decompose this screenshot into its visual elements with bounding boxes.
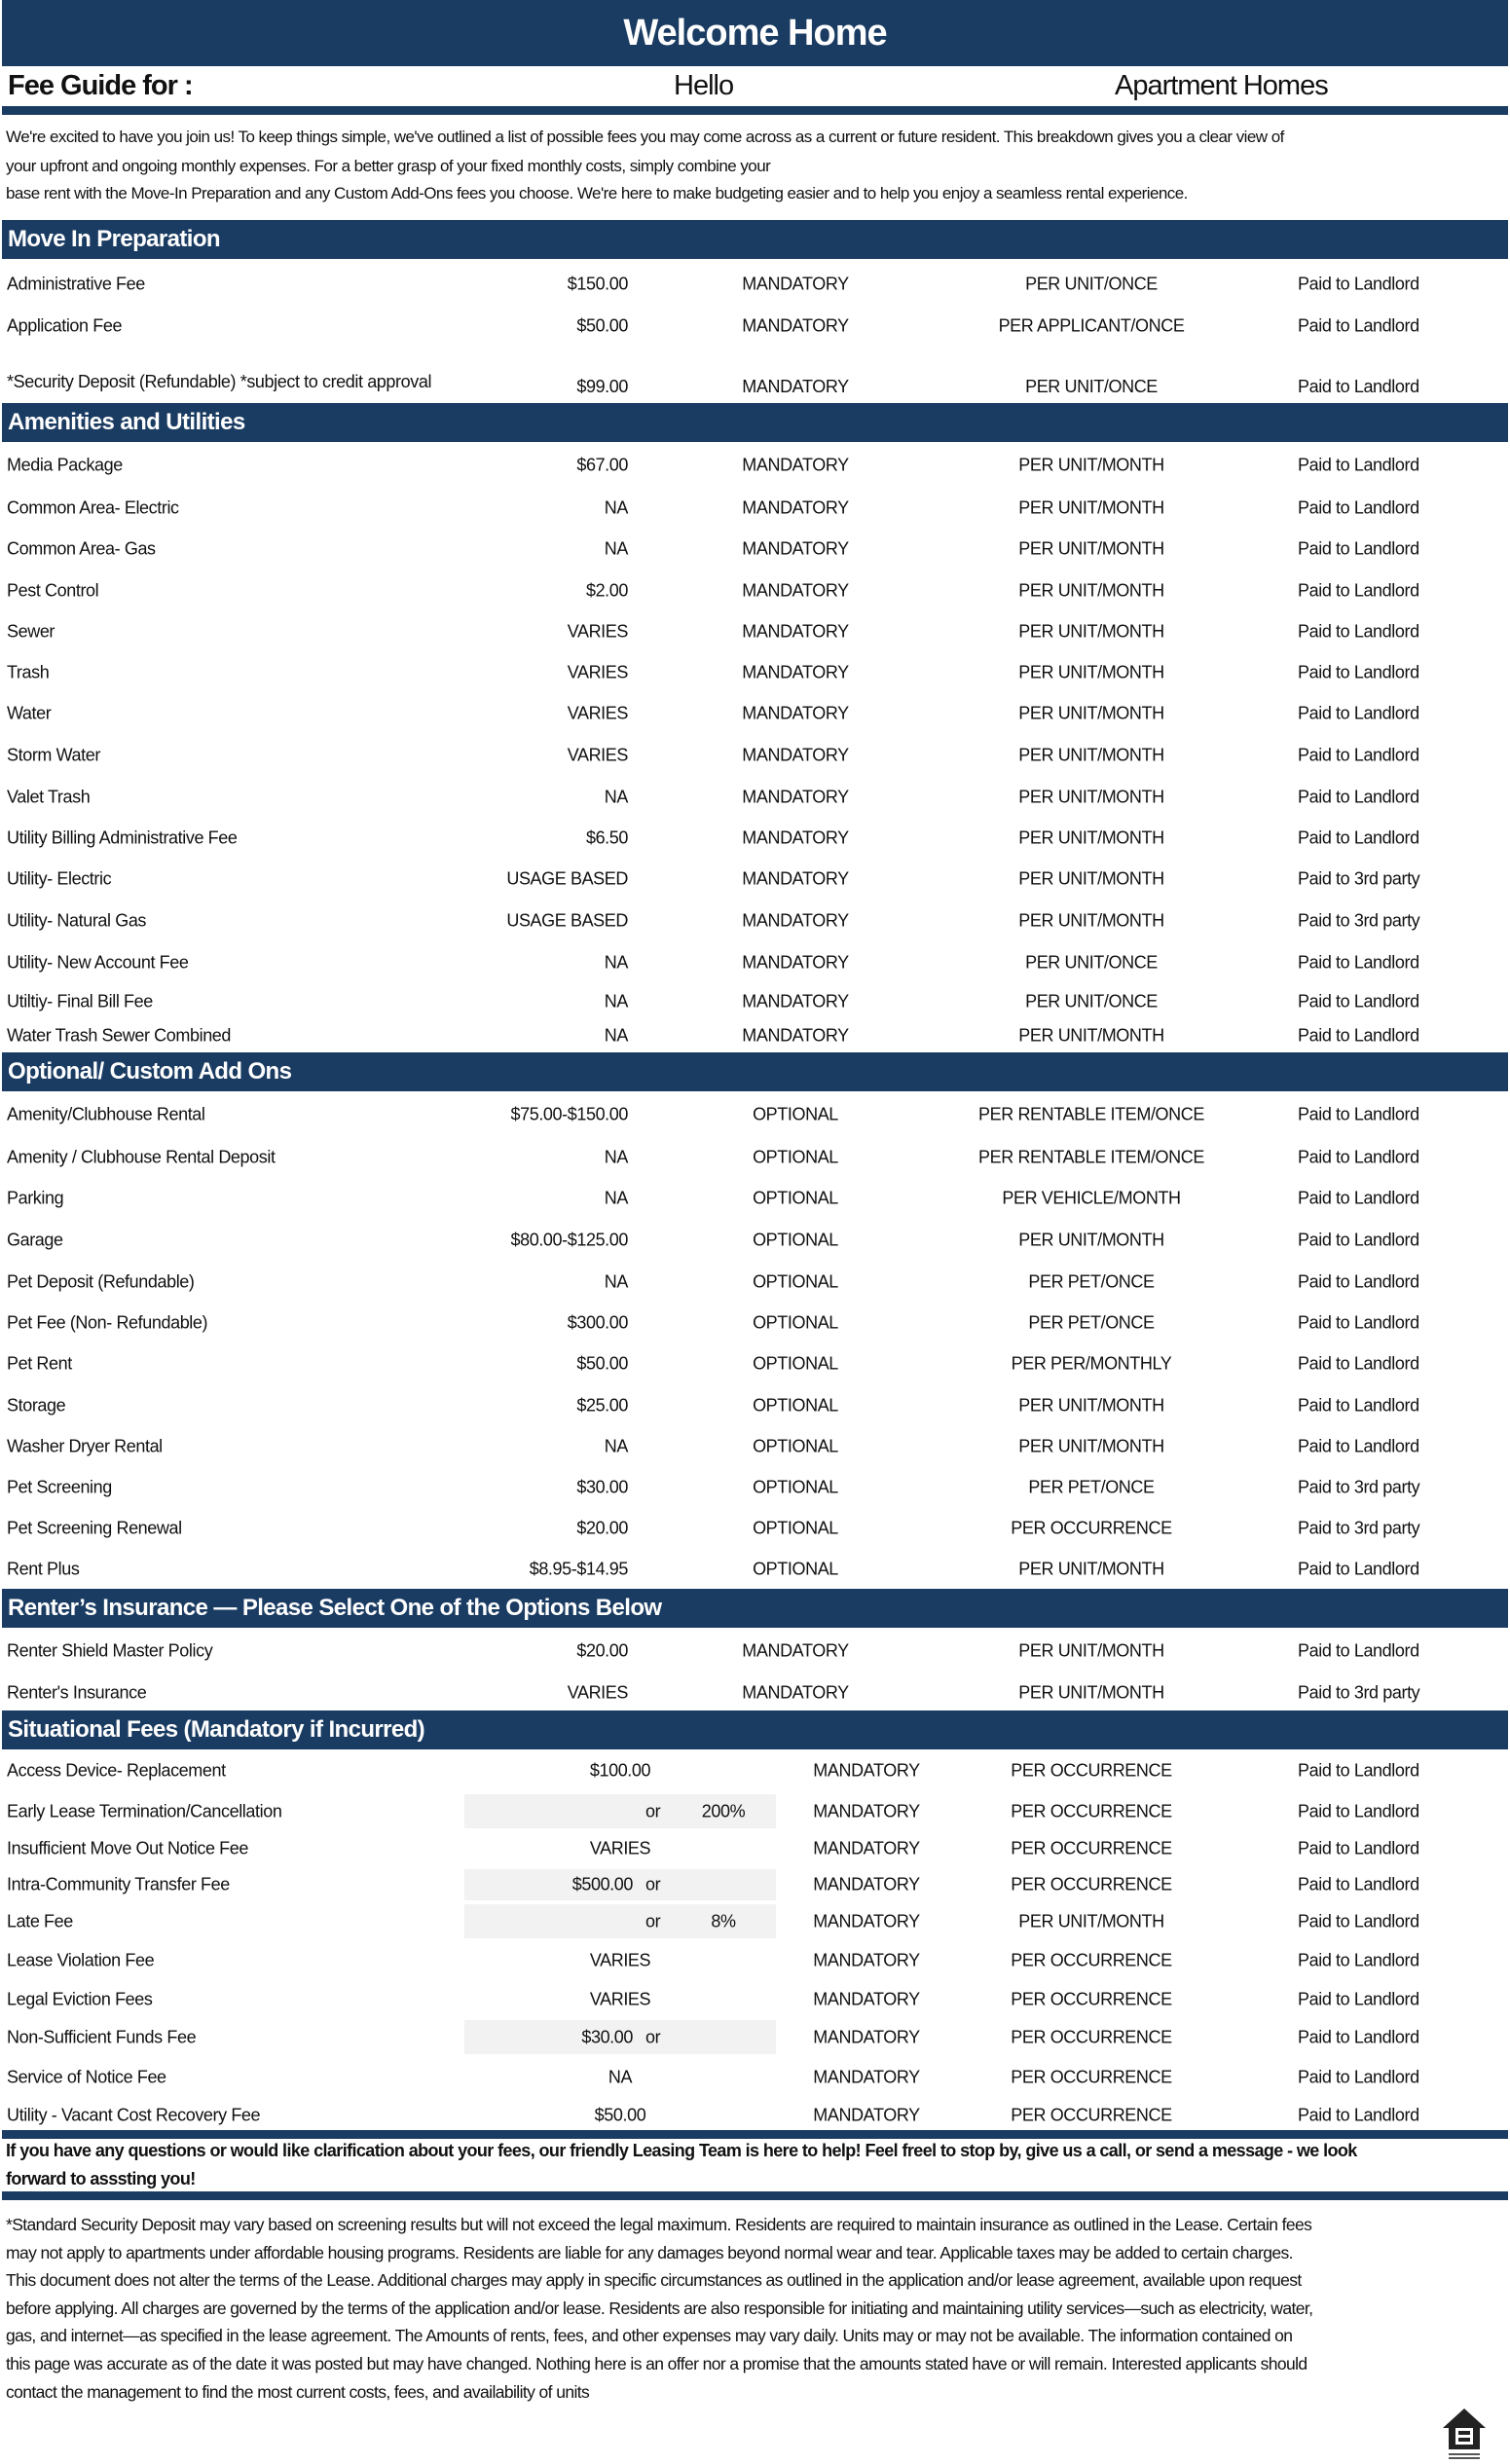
fee-or: or	[645, 2027, 661, 2046]
fee-payee: Paid to Landlord	[1298, 538, 1419, 559]
section-header: Optional/ Custom Add Ons	[2, 1052, 1508, 1091]
fee-payee: Paid to Landlord	[1298, 455, 1419, 474]
fee-frequency: PER OCCURRENCE	[1011, 1518, 1172, 1538]
fee-row	[0, 859, 1510, 900]
fee-frequency: PER OCCURRENCE	[1011, 1801, 1172, 1820]
fee-payee: Paid to Landlord	[1298, 274, 1419, 294]
fee-requirement: MANDATORY	[742, 1025, 849, 1046]
fee-name: Service of Notice Fee	[7, 2067, 166, 2086]
section	[0, 1052, 1510, 1589]
fee-row	[0, 1219, 1510, 1261]
fee-amount: $150.00	[567, 274, 628, 294]
intro-line: your upfront and ongoing monthly expenses. For a better grasp of your fixed monthly costs, simply combine your	[6, 157, 771, 175]
fee-frequency: PER VEHICLE/MONTH	[1002, 1188, 1181, 1208]
fee-row	[0, 2018, 1510, 2056]
fee-amount: $67.00	[576, 455, 628, 474]
fee-amount: VARIES	[567, 662, 628, 682]
fee-requirement: MANDATORY	[742, 1682, 849, 1702]
section	[0, 1589, 1510, 1710]
fee-row	[0, 1384, 1510, 1426]
section-header: Situational Fees (Mandatory if Incurred)	[2, 1710, 1508, 1749]
fee-payee: Paid to Landlord	[1298, 1874, 1419, 1894]
intro-line: base rent with the Move-In Preparation and any Custom Add-Ons fees you choose. We're here to make budgeting easier and to help you enjoy a seamless rental experience.	[6, 184, 1188, 202]
fee-name: Water Trash Sewer Combined	[7, 1025, 232, 1046]
fee-row	[0, 570, 1510, 611]
fee-amount: NA	[604, 1271, 628, 1291]
fee-row	[0, 442, 1510, 488]
fee-frequency: PER UNIT/MONTH	[1018, 1682, 1164, 1702]
disclaimer-line: before applying. All charges are governed by the terms of the application and/or lease. Residents are also responsible for initiating and maintaining utility services—such as electricity, water,	[6, 2298, 1313, 2318]
fee-requirement: MANDATORY	[742, 580, 849, 600]
fee-requirement: MANDATORY	[742, 621, 849, 642]
fee-requirement: OPTIONAL	[753, 1147, 838, 1167]
fee-payee: Paid to Landlord	[1298, 1353, 1419, 1374]
fee-name: Valet Trash	[7, 787, 91, 806]
fee-payee: Paid to Landlord	[1298, 1760, 1419, 1781]
fee-requirement: OPTIONAL	[753, 1518, 838, 1538]
fee-payee: Paid to Landlord	[1298, 315, 1419, 336]
fee-requirement: OPTIONAL	[753, 1395, 838, 1415]
fee-name: Utility- Electric	[7, 868, 112, 889]
fee-frequency: PER RENTABLE ITEM/ONCE	[978, 1147, 1204, 1167]
fee-frequency: PER UNIT/MONTH	[1018, 497, 1164, 518]
fee-frequency: PER UNIT/ONCE	[1025, 377, 1158, 396]
fee-frequency: PER OCCURRENCE	[1011, 2105, 1172, 2124]
fee-payee: Paid to Landlord	[1298, 621, 1419, 642]
community-name: Hello	[674, 70, 734, 101]
fee-name: Pest Control	[7, 580, 99, 600]
fee-requirement: MANDATORY	[813, 2067, 920, 2086]
questions-line: forward to asssting you!	[6, 2169, 196, 2188]
fee-amount: $6.50	[585, 827, 628, 848]
fee-row	[0, 1261, 1510, 1303]
fee-amount: VARIES	[567, 745, 628, 764]
fee-row	[0, 2056, 1510, 2098]
fee-payee: Paid to Landlord	[1298, 1911, 1419, 1931]
fee-name: Amenity / Clubhouse Rental Deposit	[7, 1147, 276, 1167]
fee-row	[0, 1867, 1510, 1902]
fee-row	[0, 1303, 1510, 1343]
fee-frequency: PER UNIT/ONCE	[1025, 274, 1158, 294]
fee-requirement: MANDATORY	[742, 787, 849, 806]
fee-frequency: PER UNIT/MONTH	[1018, 1436, 1164, 1456]
section	[0, 1710, 1510, 2132]
fee-amount: NA	[604, 1188, 628, 1208]
divider-bar	[2, 106, 1508, 115]
fee-name: Legal Eviction Fees	[7, 1989, 153, 2009]
fee-frequency: PER UNIT/MONTH	[1018, 827, 1164, 848]
fee-payee: Paid to Landlord	[1298, 1989, 1419, 2009]
fee-frequency: PER UNIT/MONTH	[1018, 1640, 1164, 1661]
fee-row	[0, 734, 1510, 776]
fee-name: Intra-Community Transfer Fee	[7, 1874, 230, 1894]
fee-frequency: PER PET/ONCE	[1028, 1477, 1155, 1497]
fee-requirement: MANDATORY	[742, 991, 849, 1011]
fee-requirement: MANDATORY	[813, 1838, 920, 1858]
fee-payee: Paid to Landlord	[1298, 1559, 1419, 1578]
fee-row	[0, 1940, 1510, 1981]
fee-frequency: PER UNIT/MONTH	[1018, 455, 1164, 474]
fee-row	[0, 1508, 1510, 1549]
fee-amount: NA	[604, 1025, 628, 1046]
fee-requirement: MANDATORY	[742, 377, 849, 396]
fee-frequency: PER UNIT/MONTH	[1018, 621, 1164, 642]
intro-line: We're excited to have you join us! To keep things simple, we've outlined a list of possible fees you may come across as a current or future resident. This breakdown gives you a clear view of	[6, 128, 1284, 146]
disclaimer-line: contact the management to find the most current costs, fees, and availability of units	[6, 2381, 590, 2402]
fee-or: or	[645, 1801, 661, 1820]
fee-amount: VARIES	[589, 1950, 651, 1970]
fee-name: Application Fee	[7, 315, 123, 336]
fee-name: Pet Fee (Non- Refundable)	[7, 1312, 208, 1333]
fee-guide-row	[0, 66, 1510, 105]
fee-row	[0, 1178, 1510, 1219]
equal-housing-icon	[1437, 2407, 1492, 2463]
fee-name: Common Area- Electric	[7, 497, 179, 518]
fee-requirement: MANDATORY	[742, 662, 849, 682]
fee-amount: NA	[604, 538, 628, 559]
fee-requirement: MANDATORY	[813, 1950, 920, 1970]
fee-payee: Paid to Landlord	[1298, 952, 1419, 972]
fee-requirement: OPTIONAL	[753, 1104, 838, 1123]
fee-name: Storm Water	[7, 745, 100, 764]
fee-frequency: PER UNIT/MONTH	[1018, 1230, 1164, 1249]
fee-amount: $20.00	[576, 1518, 628, 1538]
fee-requirement: OPTIONAL	[753, 1436, 838, 1456]
fee-payee: Paid to Landlord	[1298, 662, 1419, 682]
fee-name: Trash	[7, 662, 50, 682]
fee-row	[0, 941, 1510, 983]
fee-requirement: OPTIONAL	[753, 1559, 838, 1578]
fee-sections	[0, 220, 1510, 2132]
fee-name: Parking	[7, 1188, 64, 1208]
fee-amount: $50.00	[576, 1353, 628, 1374]
fee-amount: USAGE BASED	[506, 868, 628, 889]
fee-row	[0, 1019, 1510, 1052]
fee-amount: $500.00	[571, 1874, 633, 1894]
fee-payee: Paid to Landlord	[1298, 2027, 1419, 2046]
fee-frequency: PER UNIT/MONTH	[1018, 1911, 1164, 1931]
fee-amount: $99.00	[576, 377, 628, 396]
fee-amount: $8.95-$14.95	[529, 1559, 628, 1578]
fee-frequency: PER UNIT/MONTH	[1018, 745, 1164, 764]
fee-frequency: PER OCCURRENCE	[1011, 1760, 1172, 1781]
fee-row	[0, 900, 1510, 941]
fee-payee: Paid to 3rd party	[1298, 1477, 1420, 1497]
fee-payee: Paid to Landlord	[1298, 1104, 1419, 1123]
fee-name: Storage	[7, 1395, 66, 1415]
fee-requirement: OPTIONAL	[753, 1477, 838, 1497]
fee-requirement: MANDATORY	[742, 497, 849, 518]
fee-requirement: MANDATORY	[813, 1874, 920, 1894]
fee-payee: Paid to 3rd party	[1298, 868, 1420, 889]
fee-amount: VARIES	[589, 1838, 651, 1858]
fee-row	[0, 611, 1510, 652]
fee-frequency: PER PET/ONCE	[1028, 1312, 1155, 1333]
fee-name: Lease Violation Fee	[7, 1950, 155, 1970]
title-banner	[2, 0, 1508, 66]
fee-amount: $50.00	[576, 315, 628, 336]
fee-row	[0, 1749, 1510, 1792]
fee-name: Non-Sufficient Funds Fee	[7, 2027, 197, 2046]
fee-name: Early Lease Termination/Cancellation	[7, 1801, 282, 1820]
fee-payee: Paid to Landlord	[1298, 580, 1419, 600]
fee-requirement: MANDATORY	[813, 1760, 920, 1781]
fee-payee: Paid to Landlord	[1298, 1838, 1419, 1858]
fee-name: Amenity/Clubhouse Rental	[7, 1104, 205, 1123]
fee-frequency: PER UNIT/MONTH	[1018, 703, 1164, 723]
fee-or: or	[645, 1911, 661, 1931]
fee-requirement: MANDATORY	[742, 703, 849, 723]
fee-payee: Paid to Landlord	[1298, 1950, 1419, 1970]
fee-amount: $100.00	[589, 1760, 651, 1781]
fee-amount: $300.00	[567, 1312, 628, 1333]
fee-requirement: MANDATORY	[742, 315, 849, 336]
fee-row	[0, 1628, 1510, 1674]
fee-name: Renter's Insurance	[7, 1682, 147, 1702]
fee-requirement: MANDATORY	[813, 1989, 920, 2009]
fee-payee: Paid to Landlord	[1298, 827, 1419, 848]
disclaimer-line: may not apply to apartments under affordable housing programs. Residents are liable for any damages beyond normal wear and tear. Applicable taxes may be added to certain charges.	[6, 2242, 1293, 2262]
fee-amount: NA	[604, 1147, 628, 1167]
section	[0, 220, 1510, 403]
fee-payee: Paid to Landlord	[1298, 1147, 1419, 1167]
fee-row	[0, 1902, 1510, 1940]
fee-name: Administrative Fee	[7, 274, 145, 294]
fee-name: Media Package	[7, 455, 123, 474]
community-suffix: Apartment Homes	[1115, 70, 1328, 101]
fee-frequency: PER OCCURRENCE	[1011, 1838, 1172, 1858]
fee-requirement: MANDATORY	[742, 827, 849, 848]
fee-row	[0, 1467, 1510, 1508]
fee-name: Access Device- Replacement	[7, 1760, 226, 1781]
fee-name: Utiltiy- Final Bill Fee	[7, 991, 153, 1011]
fee-requirement: MANDATORY	[813, 2105, 920, 2124]
fee-row	[0, 776, 1510, 818]
disclaimer-line: *Standard Security Deposit may vary based on screening results but will not exceed the legal maximum. Residents are required to maintain insurance as outlined in the Lease. Certain fees	[6, 2215, 1312, 2234]
fee-amount: VARIES	[567, 621, 628, 642]
fee-guide-label: Fee Guide for :	[8, 70, 193, 101]
fee-row	[0, 488, 1510, 529]
section	[0, 403, 1510, 1052]
fee-payee: Paid to Landlord	[1298, 787, 1419, 806]
fee-row	[0, 983, 1510, 1019]
page-title: Welcome Home	[623, 12, 887, 54]
fee-amount: $25.00	[576, 1395, 628, 1415]
fee-name: Sewer	[7, 621, 55, 642]
fee-requirement: MANDATORY	[813, 1911, 920, 1931]
section-header: Renter’s Insurance — Please Select One of the Options Below	[2, 1589, 1508, 1628]
fee-name: Late Fee	[7, 1911, 73, 1931]
fee-payee: Paid to Landlord	[1298, 2067, 1419, 2086]
fee-frequency: PER UNIT/MONTH	[1018, 868, 1164, 889]
fee-frequency: PER RENTABLE ITEM/ONCE	[978, 1104, 1204, 1123]
fee-row	[0, 1426, 1510, 1467]
fee-name: Pet Screening	[7, 1477, 112, 1497]
fee-name: Rent Plus	[7, 1559, 80, 1578]
divider-bar	[2, 2191, 1508, 2200]
fee-frequency: PER UNIT/MONTH	[1018, 580, 1164, 600]
fee-frequency: PER OCCURRENCE	[1011, 2027, 1172, 2046]
fee-frequency: PER UNIT/MONTH	[1018, 1559, 1164, 1578]
fee-frequency: PER UNIT/MONTH	[1018, 538, 1164, 559]
fee-requirement: MANDATORY	[742, 1640, 849, 1661]
fee-requirement: MANDATORY	[742, 868, 849, 889]
fee-frequency: PER UNIT/MONTH	[1018, 910, 1164, 930]
fee-row	[0, 652, 1510, 693]
fee-requirement: OPTIONAL	[753, 1188, 838, 1208]
fee-frequency: PER UNIT/MONTH	[1018, 1025, 1164, 1046]
fee-payee: Paid to Landlord	[1298, 1230, 1419, 1249]
fee-payee: Paid to Landlord	[1298, 991, 1419, 1011]
fee-frequency: PER OCCURRENCE	[1011, 1874, 1172, 1894]
fee-name: Insufficient Move Out Notice Fee	[7, 1838, 248, 1858]
fee-payee: Paid to Landlord	[1298, 2105, 1419, 2124]
section-header: Move In Preparation	[2, 220, 1508, 259]
fee-amount: $75.00-$150.00	[510, 1104, 628, 1123]
fee-amount: VARIES	[589, 1989, 651, 2009]
fee-row	[0, 1137, 1510, 1178]
fee-payee: Paid to 3rd party	[1298, 910, 1420, 930]
fee-name: Water	[7, 703, 52, 723]
fee-name: Utility - Vacant Cost Recovery Fee	[7, 2105, 261, 2124]
fee-requirement: MANDATORY	[742, 274, 849, 294]
fee-requirement: OPTIONAL	[753, 1312, 838, 1333]
fee-name: *Security Deposit (Refundable) *subject to credit approval	[7, 372, 432, 391]
fee-name: Washer Dryer Rental	[7, 1436, 163, 1456]
fee-payee: Paid to Landlord	[1298, 1271, 1419, 1291]
fee-frequency: PER UNIT/MONTH	[1018, 662, 1164, 682]
fee-amount: NA	[608, 2067, 633, 2086]
fee-requirement: MANDATORY	[742, 455, 849, 474]
fee-row	[0, 310, 1510, 343]
fee-payee: Paid to Landlord	[1298, 1395, 1419, 1415]
fee-frequency: PER APPLICANT/ONCE	[998, 315, 1185, 336]
fee-row	[0, 2098, 1510, 2132]
questions-line: If you have any questions or would like clarification about your fees, our friendly Leasing Team is here to help! Feel freel to stop by, give us a call, or send a message - we look	[6, 2141, 1357, 2160]
fee-payee: Paid to Landlord	[1298, 1801, 1419, 1820]
fee-row	[0, 259, 1510, 310]
fee-frequency: PER UNIT/MONTH	[1018, 1395, 1164, 1415]
fee-frequency: PER OCCURRENCE	[1011, 1989, 1172, 2009]
fee-row	[0, 693, 1510, 734]
fee-frequency: PER UNIT/MONTH	[1018, 787, 1164, 806]
fee-row	[0, 818, 1510, 859]
fee-payee: Paid to 3rd party	[1298, 1518, 1420, 1538]
fee-amount: USAGE BASED	[506, 910, 628, 930]
disclaimer-line: gas, and internet—as specified in the lease agreement. The Amounts of rents, fees, and other expenses may vary daily. Units may or may not be available. The information contained on	[6, 2326, 1293, 2346]
fee-requirement: OPTIONAL	[753, 1230, 838, 1249]
fee-name: Common Area- Gas	[7, 538, 156, 559]
fee-amount: NA	[604, 497, 628, 518]
fee-payee: Paid to Landlord	[1298, 1025, 1419, 1046]
fee-requirement: MANDATORY	[813, 2027, 920, 2046]
fee-row	[0, 343, 1510, 403]
fee-percent: 8%	[711, 1911, 736, 1931]
disclaimer-line: this page was accurate as of the date it was posted but may have changed. Nothing here is an offer nor a promise that the amounts stated have or will remain. Interested applicants should	[6, 2353, 1307, 2373]
fee-row	[0, 1981, 1510, 2018]
fee-payee: Paid to Landlord	[1298, 1312, 1419, 1333]
fee-frequency: PER UNIT/ONCE	[1025, 991, 1158, 1011]
fee-frequency: PER OCCURRENCE	[1011, 1950, 1172, 1970]
fee-row	[0, 1674, 1510, 1710]
fee-amount: $80.00-$125.00	[510, 1230, 628, 1249]
fee-payee: Paid to 3rd party	[1298, 1682, 1420, 1702]
fee-name: Pet Deposit (Refundable)	[7, 1271, 195, 1291]
disclaimer-line: This document does not alter the terms of the Lease. Additional charges may apply in specific circumstances as outlined in the application and/or lease agreement, available upon request	[6, 2270, 1302, 2291]
fee-name: Garage	[7, 1230, 63, 1249]
fee-amount: VARIES	[567, 703, 628, 723]
questions-note	[6, 2137, 1357, 2193]
fee-requirement: MANDATORY	[742, 952, 849, 972]
fee-payee: Paid to Landlord	[1298, 745, 1419, 764]
fee-amount: $2.00	[585, 580, 628, 600]
fee-row	[0, 1830, 1510, 1867]
fee-amount: NA	[604, 991, 628, 1011]
fee-name: Pet Rent	[7, 1353, 72, 1374]
fee-row	[0, 529, 1510, 570]
disclaimer	[6, 2211, 1312, 2406]
fee-amount: NA	[604, 787, 628, 806]
fee-name: Utility Billing Administrative Fee	[7, 827, 238, 848]
fee-row	[0, 1549, 1510, 1589]
fee-amount: $50.00	[594, 2105, 646, 2124]
fee-or: or	[645, 1874, 661, 1894]
fee-requirement: OPTIONAL	[753, 1271, 838, 1291]
fee-row	[0, 1343, 1510, 1384]
fee-payee: Paid to Landlord	[1298, 497, 1419, 518]
fee-amount: $30.00	[576, 1477, 628, 1497]
fee-requirement: OPTIONAL	[753, 1353, 838, 1374]
fee-payee: Paid to Landlord	[1298, 1640, 1419, 1661]
fee-amount: $30.00	[581, 2027, 633, 2046]
fee-amount: NA	[604, 1436, 628, 1456]
fee-requirement: MANDATORY	[742, 910, 849, 930]
fee-row	[0, 1091, 1510, 1137]
fee-amount: $20.00	[576, 1640, 628, 1661]
fee-payee: Paid to Landlord	[1298, 1188, 1419, 1208]
fee-requirement: MANDATORY	[742, 538, 849, 559]
fee-name: Utility- Natural Gas	[7, 910, 147, 930]
fee-frequency: PER UNIT/ONCE	[1025, 952, 1158, 972]
fee-requirement: MANDATORY	[742, 745, 849, 764]
fee-row	[0, 1792, 1510, 1830]
fee-name: Utility- New Account Fee	[7, 952, 189, 972]
fee-percent: 200%	[701, 1801, 746, 1820]
section-header: Amenities and Utilities	[2, 403, 1508, 442]
fee-payee: Paid to Landlord	[1298, 703, 1419, 723]
fee-frequency: PER PET/ONCE	[1028, 1271, 1155, 1291]
fee-payee: Paid to Landlord	[1298, 377, 1419, 396]
fee-amount: NA	[604, 952, 628, 972]
fee-name: Renter Shield Master Policy	[7, 1640, 213, 1661]
fee-payee: Paid to Landlord	[1298, 1436, 1419, 1456]
fee-name: Pet Screening Renewal	[7, 1518, 182, 1538]
fee-frequency: PER PER/MONTHLY	[1011, 1353, 1172, 1374]
fee-amount: VARIES	[567, 1682, 628, 1702]
fee-frequency: PER OCCURRENCE	[1011, 2067, 1172, 2086]
fee-requirement: MANDATORY	[813, 1801, 920, 1820]
